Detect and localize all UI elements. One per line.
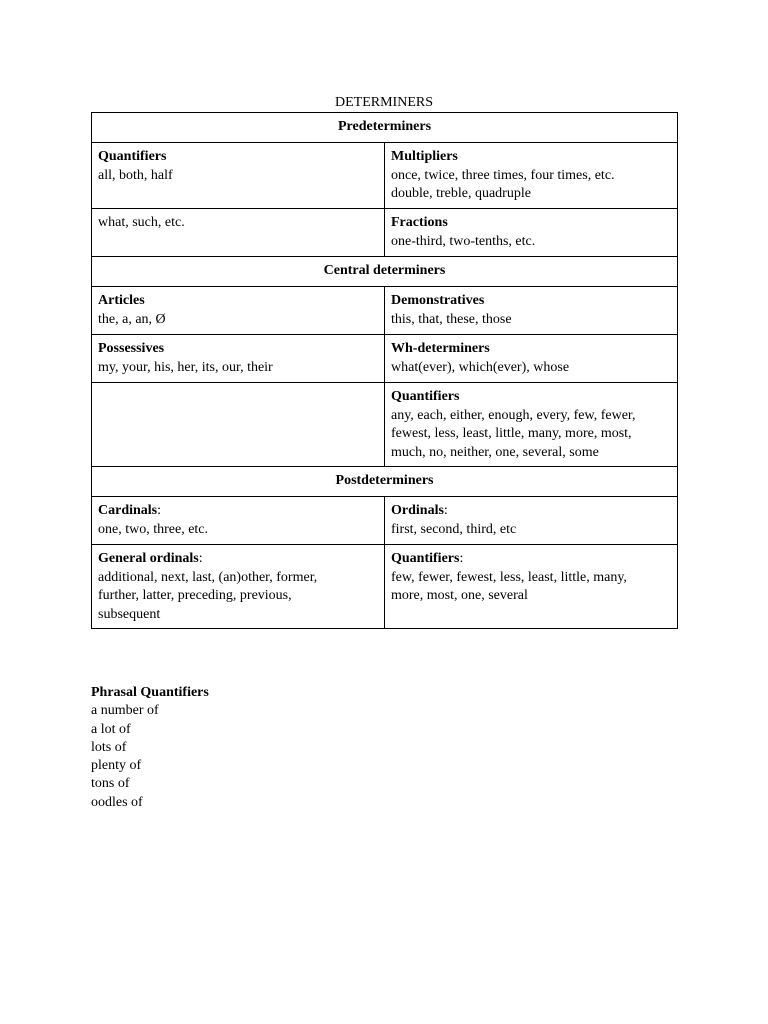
- cell-heading: Fractions: [391, 215, 448, 230]
- section-row-central: [92, 257, 678, 287]
- cell-heading: Possessives: [98, 341, 165, 356]
- cell-central-quantifiers: [385, 383, 678, 467]
- table-row: [92, 383, 678, 467]
- cell-demonstratives: [385, 287, 678, 335]
- cell-pre-quantifiers: [92, 143, 385, 209]
- cell-text: the, a, an, Ø: [98, 311, 166, 327]
- cell-text: any, each, either, enough, every, few, fewer,: [391, 407, 636, 423]
- list-item: lots of: [91, 739, 127, 755]
- section-heading-central: Central determiners: [92, 257, 678, 287]
- cell-text: further, latter, preceding, previous,: [98, 588, 292, 603]
- cell-text: double, treble, quadruple: [391, 186, 531, 201]
- cell-heading: Multipliers: [391, 149, 458, 164]
- cell-pre-other: [92, 209, 385, 257]
- cell-heading: Wh-determiners: [391, 341, 490, 356]
- cell-text: much, no, neither, one, several, some: [391, 444, 599, 460]
- cell-text: one, two, three, etc.: [98, 521, 209, 537]
- section-row-predeterminers: [92, 113, 678, 143]
- cell-text: fewest, less, least, little, many, more, most,: [391, 426, 632, 441]
- section-heading-predeterminers: Predeterminers: [92, 113, 678, 143]
- cell-heading: Cardinals: [98, 503, 158, 518]
- cell-heading: Ordinals: [391, 503, 444, 518]
- cell-text: what(ever), which(ever), whose: [391, 359, 570, 375]
- section-row-postdeterminers: [92, 467, 678, 497]
- table-row: [92, 497, 678, 545]
- section-heading-postdeterminers: Postdeterminers: [92, 467, 678, 497]
- list-item: tons of: [91, 776, 130, 792]
- list-item: oodles of: [91, 794, 143, 810]
- cell-articles: [92, 287, 385, 335]
- phrasal-title: Phrasal Quantifiers: [91, 685, 209, 700]
- determiners-table: [91, 112, 678, 629]
- phrasal-quantifiers: [91, 684, 209, 812]
- cell-heading: Demonstratives: [391, 293, 485, 308]
- list-item: a lot of: [91, 721, 131, 737]
- cell-cardinals: Cardinals: one, two, three, etc.: [92, 497, 385, 545]
- table-row: [92, 335, 678, 383]
- cell-empty: [92, 383, 385, 467]
- cell-heading: General ordinals: [98, 551, 199, 566]
- cell-text: one-third, two-tenths, etc.: [391, 233, 536, 249]
- list-item: plenty of: [91, 758, 142, 774]
- cell-text: additional, next, last, (an)other, former,: [98, 569, 318, 585]
- table-row: [92, 545, 678, 629]
- cell-pre-multipliers: [385, 143, 678, 209]
- cell-text: subsequent: [98, 606, 161, 622]
- cell-text: few, fewer, fewest, less, least, little, many,: [391, 569, 627, 585]
- cell-text: what, such, etc.: [98, 215, 185, 230]
- cell-pre-fractions: [385, 209, 678, 257]
- cell-post-quantifiers: Quantifiers: few, fewer, fewest, less, least, little, many, more, most, one, several: [385, 545, 678, 629]
- cell-heading: Quantifiers: [98, 149, 167, 164]
- cell-wh-determiners: [385, 335, 678, 383]
- cell-text: once, twice, three times, four times, etc.: [391, 167, 615, 183]
- cell-text: first, second, third, etc: [391, 521, 517, 537]
- cell-text: all, both, half: [98, 167, 173, 183]
- cell-heading: Quantifiers: [391, 389, 460, 404]
- cell-text: more, most, one, several: [391, 588, 528, 603]
- table-row: [92, 209, 678, 257]
- table-row: [92, 143, 678, 209]
- cell-text: this, that, these, those: [391, 311, 512, 327]
- cell-ordinals: Ordinals: first, second, third, etc: [385, 497, 678, 545]
- cell-heading: Articles: [98, 293, 145, 308]
- cell-text: my, your, his, her, its, our, their: [98, 359, 273, 375]
- document-title: DETERMINERS: [335, 95, 433, 110]
- cell-general-ordinals: General ordinals: additional, next, last, (an)other, former, further, latter, preceding, previous, subsequent: [92, 545, 385, 629]
- list-item: a number of: [91, 703, 159, 719]
- cell-possessives: [92, 335, 385, 383]
- table-row: [92, 287, 678, 335]
- cell-heading: Quantifiers: [391, 551, 460, 566]
